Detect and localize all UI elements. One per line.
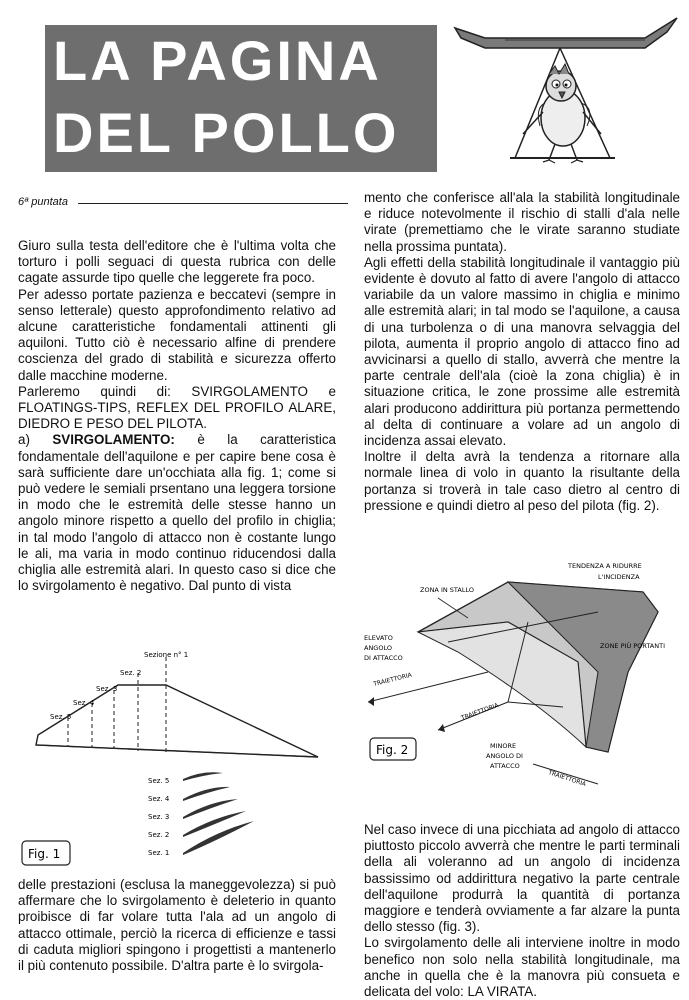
title-line-1: LA PAGINA bbox=[53, 29, 382, 92]
svirgolamento-paragraph bbox=[18, 432, 336, 594]
svirgolamento-text: è la caratteristica fondamentale dell'aquilone e per capire bene cosa è sarà sufficiente dare un'occhiata alla fig. 1; come si può vedere le semiali prsentano una leggera torsione in modo che le estremità delle stesse hanno un angolo minore rispetto a quello del profilo in chiglia; in tal modo l'angolo di attacco non è costante lungo le ali, ma varia in modo continuo riducendosi dalla chiglia alle estremità alari. In questo caso si dice che lo svirgolamento è negativo. Dal punto di vista bbox=[18, 432, 336, 594]
section-label: Sez. 2 bbox=[120, 669, 142, 677]
section-label: Sezione n° 1 bbox=[144, 651, 189, 659]
right-column-bottom bbox=[364, 822, 680, 1000]
paragraph: Agli effetti della stabilità longitudinale il vantaggio più evidente è dovuto al fatto di avere l'angolo di attacco variabile da un valore massimo in chiglia e minimo alle estremità alari; in tal modo se l'aquilone, a causa di una turbolenza o di una manovra selvaggia del pilota, aumenta il proprio angolo di attacco fino ad avvicinarsi a quello di stallo, avverrà che mentre la parte centrale dell'ala (cioè la zona chiglia) è in situazione critica, le zone prossime alle estremità alari producono addirittura più portanza permettendo al delta di continuare a volare ad un angolo di incidenza assai elevato. bbox=[364, 254, 680, 449]
paragraph: Per adesso portate pazienza e beccatevi (sempre in senso letterale) questo approfondimento relativo ad alcune caratteristiche fondamentali attinenti gli aquiloni. Tutto ciò è necessario alfine di prendere coscienza del grado di stabilità e sicurezza offerto dalle macchine moderne. bbox=[18, 286, 336, 383]
section-label: Sez. 4 bbox=[73, 699, 95, 707]
left-column-top bbox=[18, 238, 336, 594]
section-label: Sez. 3 bbox=[96, 685, 118, 693]
list-prefix: a) bbox=[18, 432, 53, 448]
paragraph: Lo svirgolamento delle ali interviene inoltre in modo benefico non solo nella stabilità longitudinale, ma anche in quella che è la manovra più consueta e delicata del volo: LA VIRATA. bbox=[364, 935, 680, 1000]
label-elevato: ELEVATO bbox=[364, 634, 393, 642]
profile-label: Sez. 5 bbox=[148, 777, 170, 785]
title-banner bbox=[45, 25, 437, 172]
figure-1-label: Fig. 1 bbox=[28, 847, 61, 861]
profile-label: Sez. 3 bbox=[148, 813, 170, 821]
label-zone-portanti: ZONE PIÙ PORTANTI bbox=[600, 642, 666, 650]
profile-label: Sez. 4 bbox=[148, 795, 170, 803]
label-attacco: ATTACCO bbox=[490, 762, 520, 770]
episode-label: 6ª puntata bbox=[18, 196, 68, 208]
label-traiettoria-3: TRAIETTORIA bbox=[547, 769, 587, 789]
title-line-2: DEL POLLO bbox=[53, 101, 400, 164]
figure-2-glider-stall bbox=[358, 552, 684, 800]
chicken-hang-glider-illustration bbox=[445, 8, 685, 178]
label-angolo: ANGOLO bbox=[364, 644, 392, 652]
label-traiettoria: TRAIETTORIA bbox=[372, 671, 413, 688]
paragraph: delle prestazioni (esclusa la maneggevolezza) si può affermare che lo svirgolamento è deleterio in quanto proibisce di far volare tutta l'ala ad un angolo di attacco ottimale, perciò la ricerca di efficienze e tassi di caduta migliori spingono i progettisti a mantenerlo il più contenuto possibile. D'altra parte è lo svirgola- bbox=[18, 877, 336, 974]
episode-rule bbox=[78, 203, 348, 204]
profile-label: Sez. 1 bbox=[148, 849, 170, 857]
paragraph: Nel caso invece di una picchiata ad angolo di attacco piuttosto piccolo avverrà che mentre le parti terminali della ali voleranno ad un angolo di incidenza bassissimo od addirittura negativo la parte centrale dell'aquilone produrrà la quantità di portanza maggiore e tenderà ovviamente a far alzare la punta dello stesso (fig. 3). bbox=[364, 822, 680, 935]
label-minore: MINORE bbox=[490, 742, 517, 750]
label-angolo-di: ANGOLO DI bbox=[486, 752, 523, 760]
left-column-bottom bbox=[18, 877, 336, 974]
right-column-top bbox=[364, 190, 680, 514]
term-svirgolamento: SVIRGOLAMENTO: bbox=[52, 432, 175, 448]
profile-label: Sez. 2 bbox=[148, 831, 170, 839]
paragraph: mento che conferisce all'ala la stabilità longitudinale e riduce notevolmente il rischio di stalli d'ala nelle virate (premettiamo che le virate saranno studiate nella prossima puntata). bbox=[364, 190, 680, 254]
label-tendenza: TENDENZA A RIDURRE bbox=[568, 562, 642, 570]
paragraph: Giuro sulla testa dell'editore che è l'ultima volta che torturo i polli seguaci di questa rubrica con delle cagate assurde tipo quelle che leggerete fra poco. bbox=[18, 238, 336, 286]
section-label: Sez. 5 bbox=[50, 713, 72, 721]
figure-2-label: Fig. 2 bbox=[376, 743, 409, 757]
label-traiettoria-2: TRAIETTORIA bbox=[460, 701, 500, 722]
label-incidenza: L'INCIDENZA bbox=[598, 573, 640, 581]
paragraph: Parleremo quindi di: SVIRGOLAMENTO e FLOATINGS-TIPS, REFLEX DEL PROFILO ALARE, DIEDRO E PESO DEL PILOTA. bbox=[18, 383, 336, 432]
paragraph: Inoltre il delta avrà la tendenza a ritornare alla normale linea di volo in quanto la risultante della portanza si troverà in tale caso dietro al centro di pressione e quindi dietro al peso del pilota (fig. 2). bbox=[364, 449, 680, 513]
figure-1-wing-sections bbox=[18, 645, 338, 873]
label-di-attacco: DI ATTACCO bbox=[364, 654, 403, 662]
label-zona-stallo: ZONA IN STALLO bbox=[420, 586, 474, 594]
